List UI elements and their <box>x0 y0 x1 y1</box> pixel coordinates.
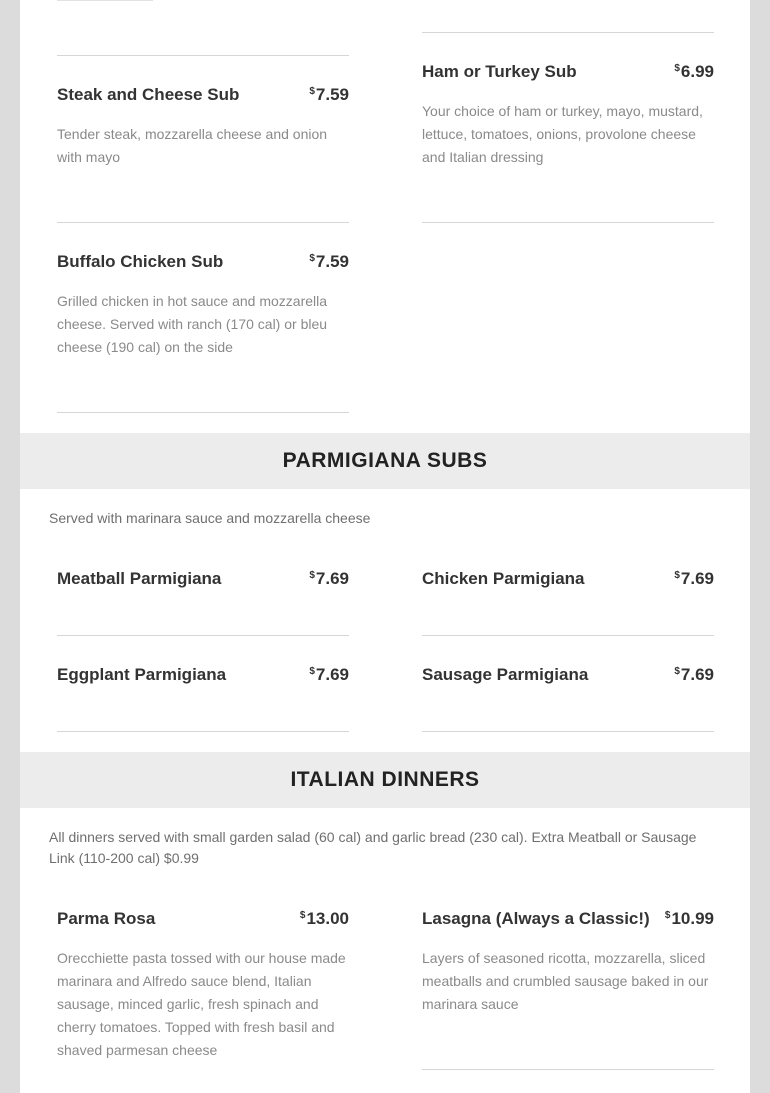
item-description: Your choice of ham or turkey, mayo, mustard, lettuce, tomatoes, onions, provolone cheese and Italian dressing <box>422 103 703 165</box>
menu-item-lasagna <box>422 909 714 1016</box>
divider <box>422 635 714 636</box>
item-price: $13.00 <box>299 909 349 928</box>
divider <box>57 731 349 732</box>
menu-item-sausage-parmigiana <box>422 665 714 685</box>
section-header-italian-dinners <box>20 752 750 808</box>
cut-off-text-stub <box>57 0 153 1</box>
item-name: Lasagna (Always a Classic!) <box>422 909 650 928</box>
divider <box>422 731 714 732</box>
item-name: Sausage Parmigiana <box>422 665 589 684</box>
item-name: Ham or Turkey Sub <box>422 62 577 81</box>
item-description: Layers of seasoned ricotta, mozzarella, sliced meatballs and crumbled sausage baked in our marinara sauce <box>422 950 709 1012</box>
item-price: $10.99 <box>664 909 714 928</box>
item-price: $7.69 <box>309 665 349 684</box>
divider <box>422 222 714 223</box>
item-price: $6.99 <box>674 62 714 81</box>
menu-item-eggplant-parmigiana <box>57 665 349 685</box>
section-note: Served with marinara sauce and mozzarella cheese <box>49 510 371 526</box>
divider <box>57 635 349 636</box>
section-note: All dinners served with small garden salad (60 cal) and garlic bread (230 cal). Extra Meatball or Sausage Link (110-200 cal) $0.99 <box>49 829 697 866</box>
divider <box>57 412 349 413</box>
item-name: Meatball Parmigiana <box>57 569 222 588</box>
section-title: ITALIAN DINNERS <box>290 768 480 791</box>
menu-item-chicken-parmigiana <box>422 569 714 589</box>
section-title: PARMIGIANA SUBS <box>282 449 488 472</box>
item-name: Steak and Cheese Sub <box>57 85 240 104</box>
item-name: Chicken Parmigiana <box>422 569 585 588</box>
item-price: $7.59 <box>309 252 349 271</box>
divider <box>57 55 349 56</box>
item-description: Tender steak, mozzarella cheese and onion with mayo <box>57 126 328 165</box>
item-description: Orecchiette pasta tossed with our house made marinara and Alfredo sauce blend, Italian sausage, minced garlic, fresh spinach and cherry tomatoes. Topped with fresh basil and shaved parmesan cheese <box>57 950 346 1058</box>
divider <box>57 222 349 223</box>
menu-item-meatball-parmigiana <box>57 569 349 589</box>
item-price: $7.69 <box>674 569 714 588</box>
item-description: Grilled chicken in hot sauce and mozzarella cheese. Served with ranch (170 cal) or bleu cheese (190 cal) on the side <box>57 293 328 355</box>
item-name: Parma Rosa <box>57 909 156 928</box>
item-name: Buffalo Chicken Sub <box>57 252 224 271</box>
menu-item-buffalo-chicken-sub <box>57 252 349 359</box>
item-price: $7.69 <box>674 665 714 684</box>
section-header-parmigiana <box>20 433 750 489</box>
item-name: Eggplant Parmigiana <box>57 665 227 684</box>
divider <box>422 1069 714 1070</box>
item-price: $7.69 <box>309 569 349 588</box>
menu-item-ham-or-turkey-sub <box>422 62 714 169</box>
menu-page <box>20 0 750 1093</box>
item-price: $7.59 <box>309 85 349 104</box>
menu-item-parma-rosa <box>57 909 349 1062</box>
menu-item-steak-and-cheese-sub <box>57 85 349 169</box>
divider <box>422 32 714 33</box>
